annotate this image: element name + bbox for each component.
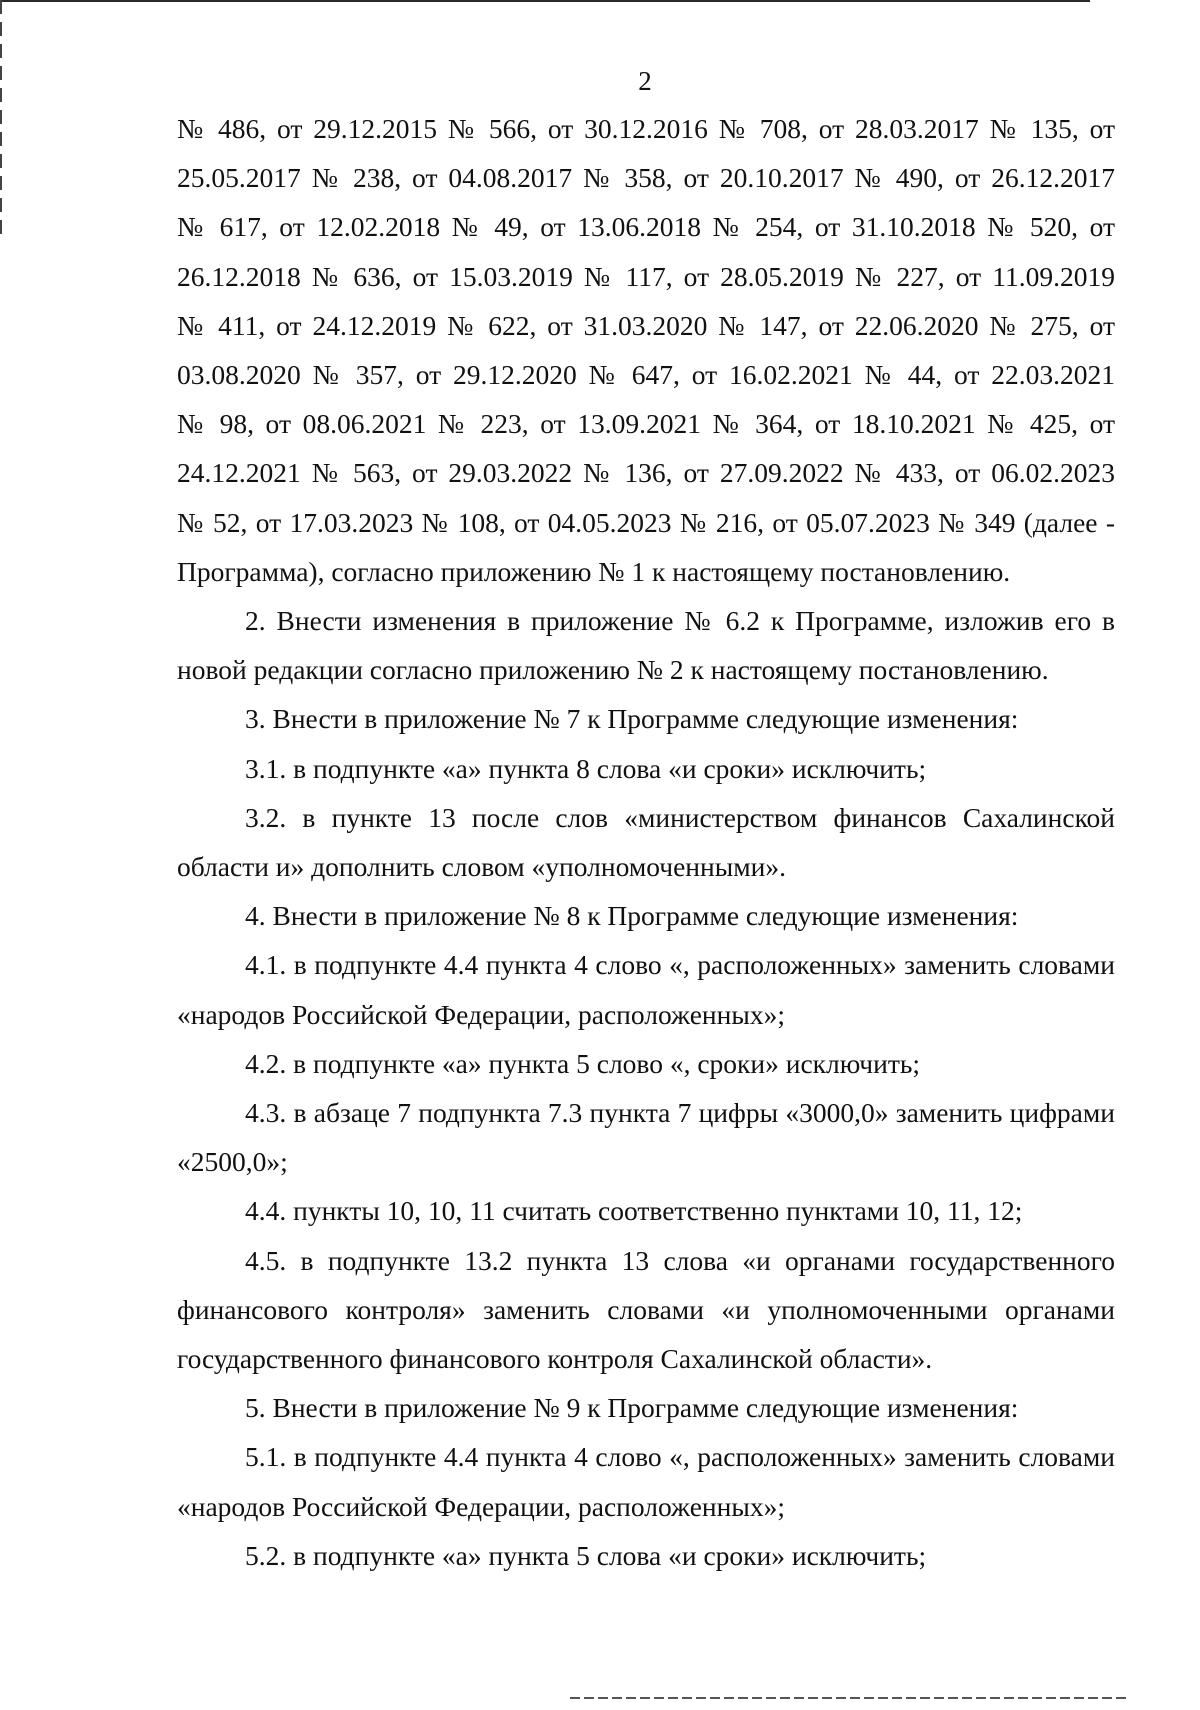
paragraph-4-2: 4.2. в подпункте «а» пункта 5 слово «, сроки» исключить; xyxy=(245,1047,921,1079)
paragraph-5: 5. Внести в приложение № 9 к Программе следующие изменения: xyxy=(245,1392,1019,1424)
page-number: 2 xyxy=(638,66,652,96)
paragraph-3: 3. Внести в приложение № 7 к Программе следующие изменения: xyxy=(245,703,1019,735)
scan-edge-top xyxy=(0,0,1090,2)
paragraph-5-2: 5.2. в подпункте «а» пункта 5 слова «и сроки» исключить; xyxy=(245,1539,927,1571)
document-body xyxy=(177,104,1115,1580)
text-line: № 411, от 24.12.2019 № 622, от 31.03.2020 № 147, от 22.06.2020 № 275, от xyxy=(177,309,1115,341)
paragraph-5-1: 5.1. в подпункте 4.4 пункта 4 слово «, расположенных» заменить словами «народов Российской Федерации, расположенных»; xyxy=(177,1441,1115,1522)
text-line: 26.12.2018 № 636, от 15.03.2019 № 117, от 28.05.2019 № 227, от 11.09.2019 xyxy=(177,260,1115,292)
scan-edge-left xyxy=(0,0,2,240)
text-line: № 617, от 12.02.2018 № 49, от 13.06.2018 № 254, от 31.10.2018 № 520, от xyxy=(177,211,1115,243)
continuation-paragraph xyxy=(177,104,1115,596)
paragraph-4-5: 4.5. в подпункте 13.2 пункта 13 слова «и органами государственного финансового контроля» заменить словами «и уполномоченными органами государственного финансового контроля Сахалинской области». xyxy=(177,1244,1115,1375)
text-line: № 52, от 17.03.2023 № 108, от 04.05.2023 № 216, от 05.07.2023 № 349 (далее - xyxy=(177,506,1115,538)
text-line: № 486, от 29.12.2015 № 566, от 30.12.2016 № 708, от 28.03.2017 № 135, от xyxy=(177,113,1115,144)
text-line: № 98, от 08.06.2021 № 223, от 13.09.2021 № 364, от 18.10.2021 № 425, от xyxy=(177,408,1115,440)
text-line: 24.12.2021 № 563, от 29.03.2022 № 136, от 27.09.2022 № 433, от 06.02.2023 xyxy=(177,457,1115,489)
paragraph-3-2: 3.2. в пункте 13 после слов «министерством финансов Сахалинской области и» дополнить словом «уполномоченными». xyxy=(177,801,1115,883)
paragraph-4-1: 4.1. в подпункте 4.4 пункта 4 слово «, расположенных» заменить словами «народов Российской Федерации, расположенных»; xyxy=(177,949,1115,1030)
paragraph-4: 4. Внести в приложение № 8 к Программе следующие изменения: xyxy=(245,900,1019,932)
text-line: 25.05.2017 № 238, от 04.08.2017 № 358, от 20.10.2017 № 490, от 26.12.2017 xyxy=(177,162,1115,194)
paragraph-4-3: 4.3. в абзаце 7 подпункта 7.3 пункта 7 цифры «3000,0» заменить цифрами «2500,0»; xyxy=(177,1097,1115,1178)
paragraph-3-1: 3.1. в подпункте «а» пункта 8 слова «и сроки» исключить; xyxy=(245,752,927,784)
text-line: Программа), согласно приложению № 1 к настоящему постановлению. xyxy=(177,555,1011,587)
scan-edge-bottom xyxy=(570,1697,1130,1699)
text-line: 03.08.2020 № 357, от 29.12.2020 № 647, от 16.02.2021 № 44, от 22.03.2021 xyxy=(177,359,1115,391)
paragraph-2: 2. Внести изменения в приложение № 6.2 к Программе, изложив его в новой редакции согласно приложению № 2 к настоящему постановлению. xyxy=(177,605,1115,686)
paragraph-4-4: 4.4. пункты 10, 10, 11 считать соответственно пунктами 10, 11, 12; xyxy=(245,1195,1023,1227)
